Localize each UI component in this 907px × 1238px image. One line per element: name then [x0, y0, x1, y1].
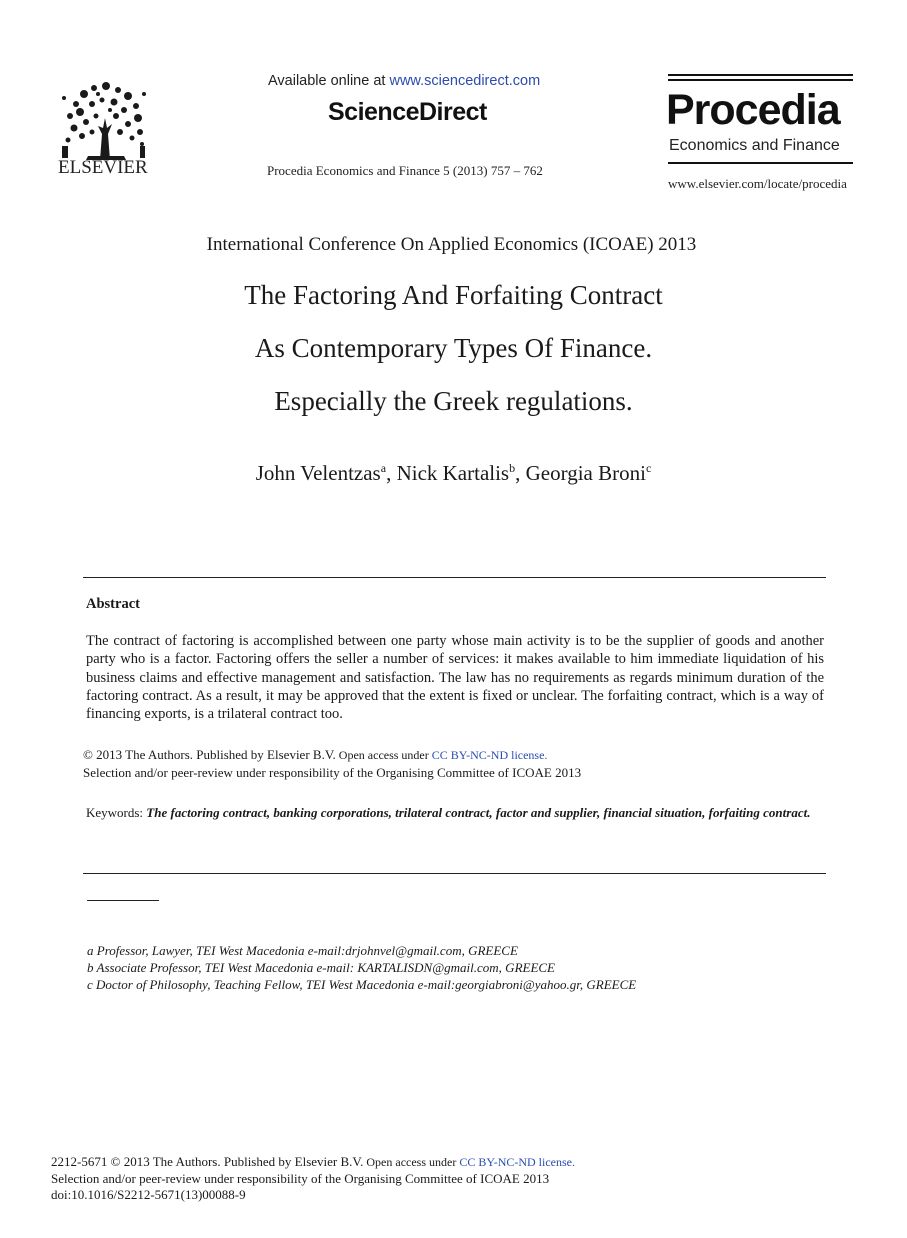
paper-title-line-1: The Factoring And Forfaiting Contract	[244, 280, 663, 310]
license-link[interactable]: CC BY-NC-ND license.	[431, 748, 548, 762]
abstract-body: The contract of factoring is accomplished between one party whose main activity is to be the supplier of goods and another party who is a factor. Factoring offers the seller a number of services: it makes available to him immediate liquidation of his business claims and effective management and satisfaction. The law has no requirements as regards minimum duration of the factoring contract. As a result, it may be approved that the extent is fixed or unclear. The forfaiting contract, which is a way of financing exports, is a trilateral contract too.	[86, 633, 824, 723]
abstract-heading: Abstract	[86, 596, 140, 612]
affiliation-item: c Doctor of Philosophy, Teaching Fellow, TEI West Macedonia e-mail:georgiabroni@yahoo.gr, GREECE	[87, 977, 637, 992]
procedia-subtitle: Economics and Finance	[669, 137, 840, 154]
keywords	[86, 803, 824, 823]
author-separator: ,	[386, 461, 397, 485]
affiliation-footnotes	[87, 942, 636, 993]
sciencedirect-brand: ScienceDirect	[328, 98, 487, 126]
author-list	[0, 461, 907, 486]
elsevier-wordmark: ELSEVIER	[58, 157, 148, 178]
procedia-top-bars	[668, 74, 853, 84]
author-name: Nick Kartalis	[396, 461, 510, 485]
doi: doi:10.1016/S2212-5671(13)00088-9	[51, 1187, 246, 1202]
author-name: Georgia Broni	[525, 461, 646, 485]
abstract-top-rule	[83, 577, 826, 578]
peer-review-line: Selection and/or peer-review under responsibility of the Organising Committee of ICOAE 2013	[51, 1170, 550, 1186]
license-link[interactable]: CC BY-NC-ND license.	[459, 1155, 576, 1169]
copyright-notice	[83, 746, 581, 781]
sciencedirect-link[interactable]: www.sciencedirect.com	[389, 73, 541, 89]
procedia-rule	[668, 162, 853, 164]
peer-review-line: Selection and/or peer-review under responsibility of the Organising Committee of ICOAE 2013	[83, 765, 582, 780]
affiliation-item: b Associate Professor, TEI West Macedonia e-mail: KARTALISDN@gmail.com, GREECE	[87, 960, 555, 975]
footnote-rule	[87, 900, 159, 901]
paper-title-line-3: Especially the Greek regulations.	[274, 386, 633, 416]
issn-copyright: 2212-5671 © 2013 The Authors. Published by Elsevier B.V.	[51, 1154, 364, 1169]
open-access-text: Open access under	[363, 1155, 460, 1169]
paper-title-line-2: As Contemporary Types Of Finance.	[254, 333, 653, 363]
author-affiliation-mark: b	[509, 461, 516, 475]
abstract-bottom-rule	[83, 873, 826, 874]
page-footer	[51, 1154, 575, 1204]
conference-name: International Conference On Applied Economics (ICOAE) 2013	[206, 234, 697, 255]
procedia-url-link[interactable]: www.elsevier.com/locate/procedia	[668, 176, 847, 191]
author-separator: ,	[515, 461, 526, 485]
available-online	[268, 73, 540, 89]
author-affiliation-mark: c	[645, 461, 652, 475]
keywords-label: Keywords:	[86, 805, 147, 820]
affiliation-item: a Professor, Lawyer, TEI West Macedonia e-mail:drjohnvel@gmail.com, GREECE	[87, 943, 518, 958]
author-affiliation-mark: a	[380, 461, 387, 475]
keywords-value: The factoring contract, banking corporations, trilateral contract, factor and supplier, financial situation, forfaiting contract.	[146, 805, 811, 820]
procedia-logo: Procedia	[666, 86, 840, 134]
open-access-text: Open access under	[335, 748, 432, 762]
journal-reference: Procedia Economics and Finance 5 (2013) 757 – 762	[267, 163, 543, 178]
copyright-line: © 2013 The Authors. Published by Elsevier B.V.	[83, 747, 336, 762]
author-name: John Velentzas	[255, 461, 381, 485]
available-prefix: Available online at	[268, 73, 390, 89]
